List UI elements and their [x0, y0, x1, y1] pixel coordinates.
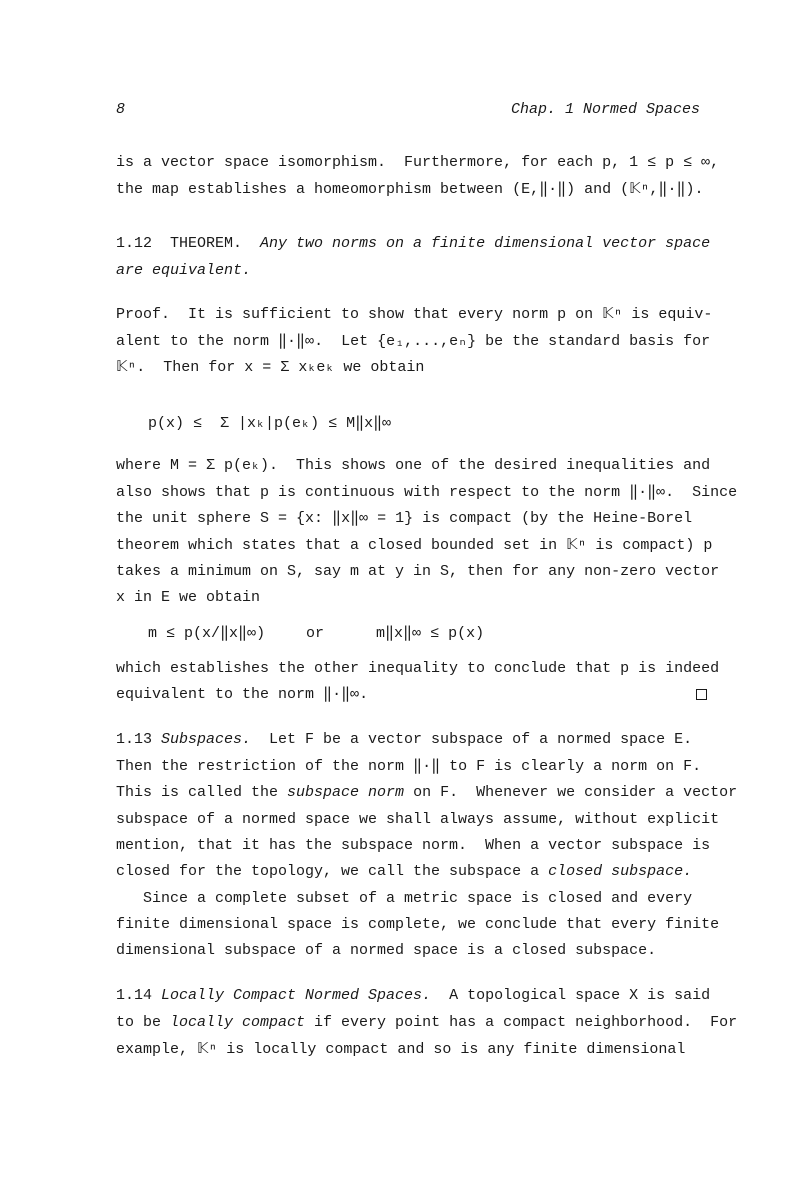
text-span: Let F be a vector subspace of a normed space E. — [251, 731, 693, 748]
proof-line: which establishes the other inequality to conclude that p is indeed — [116, 660, 720, 677]
qed-square-icon — [696, 689, 707, 700]
equation-1: p(x) ≤ Σ |xₖ|p(eₖ) ≤ M‖x‖∞ — [148, 415, 392, 432]
text-line: dimensional subspace of a normed space is a closed subspace. — [116, 942, 657, 959]
theorem-statement: Any two norms on a finite dimensional vector space — [260, 235, 711, 252]
text-span: closed for the topology, we call the subspace a — [116, 863, 549, 880]
proof-line: the unit sphere S = {x: ‖x‖∞ = 1} is compact (by the Heine-Borel — [116, 510, 693, 527]
text-line: Then the restriction of the norm ‖·‖ to F is clearly a norm on F. — [116, 758, 702, 775]
text-line — [116, 783, 737, 803]
theorem-label: 1.12 THEOREM. — [116, 235, 261, 252]
section-number: 1.14 — [116, 987, 162, 1004]
section-number: 1.13 — [116, 731, 162, 748]
text-line — [116, 862, 692, 882]
proof-line: takes a minimum on S, say m at y in S, then for any non-zero vector — [116, 563, 720, 580]
section-title: Subspaces. — [161, 731, 252, 748]
proof-line: where M = Σ p(eₖ). This shows one of the desired inequalities and — [116, 457, 711, 474]
text-span: A topological space X is said — [431, 987, 711, 1004]
chapter-title: Chap. 1 Normed Spaces — [510, 101, 700, 118]
proof-line: equivalent to the norm ‖·‖∞. — [116, 686, 369, 703]
defined-term: subspace norm — [287, 784, 405, 801]
text-line: is a vector space isomorphism. Furthermore, for each p, 1 ≤ p ≤ ∞, — [116, 154, 720, 171]
text-span: to be — [116, 1014, 171, 1031]
proof-line: also shows that p is continuous with respect to the norm ‖·‖∞. Since — [116, 484, 738, 501]
equation-2-right: m‖x‖∞ ≤ p(x) — [376, 625, 485, 642]
proof-line: Proof. It is sufficient to show that every norm p on 𝕂ⁿ is equiv- — [116, 306, 713, 323]
text-line: finite dimensional space is complete, we conclude that every finite — [116, 916, 720, 933]
defined-term: closed subspace. — [548, 863, 693, 880]
equation-2-or: or — [306, 625, 325, 642]
proof-line: theorem which states that a closed bounded set in 𝕂ⁿ is compact) p — [116, 537, 713, 554]
section-1-14-heading — [116, 986, 710, 1006]
running-header — [116, 101, 700, 123]
text-line: example, 𝕂ⁿ is locally compact and so is any finite dimensional — [116, 1041, 686, 1058]
equation-2-left: m ≤ p(x/‖x‖∞) — [148, 625, 266, 642]
text-line: mention, that it has the subspace norm. When a vector subspace is — [116, 837, 711, 854]
section-title: Locally Compact Normed Spaces. — [161, 987, 432, 1004]
defined-term: locally compact — [170, 1014, 306, 1031]
text-line: the map establishes a homeomorphism between (E,‖·‖) and (𝕂ⁿ,‖·‖). — [116, 181, 704, 198]
text-line: subspace of a normed space we shall always assume, without explicit — [116, 811, 720, 828]
text-line — [116, 1013, 737, 1033]
section-1-13-heading — [116, 730, 692, 750]
proof-line: 𝕂ⁿ. Then for x = Σ xₖeₖ we obtain — [116, 359, 425, 376]
text-span: on F. Whenever we consider a vector — [404, 784, 738, 801]
page-number: 8 — [116, 101, 126, 118]
proof-line: x in E we obtain — [116, 589, 261, 606]
text-line: Since a complete subset of a metric space is closed and every — [116, 890, 693, 907]
theorem-1-12-line — [116, 234, 710, 254]
proof-line: alent to the norm ‖·‖∞. Let {e₁,...,eₙ} be the standard basis for — [116, 333, 711, 350]
theorem-statement-cont: are equivalent. — [116, 262, 252, 279]
text-span: This is called the — [116, 784, 288, 801]
text-span: if every point has a compact neighborhood. For — [305, 1014, 738, 1031]
